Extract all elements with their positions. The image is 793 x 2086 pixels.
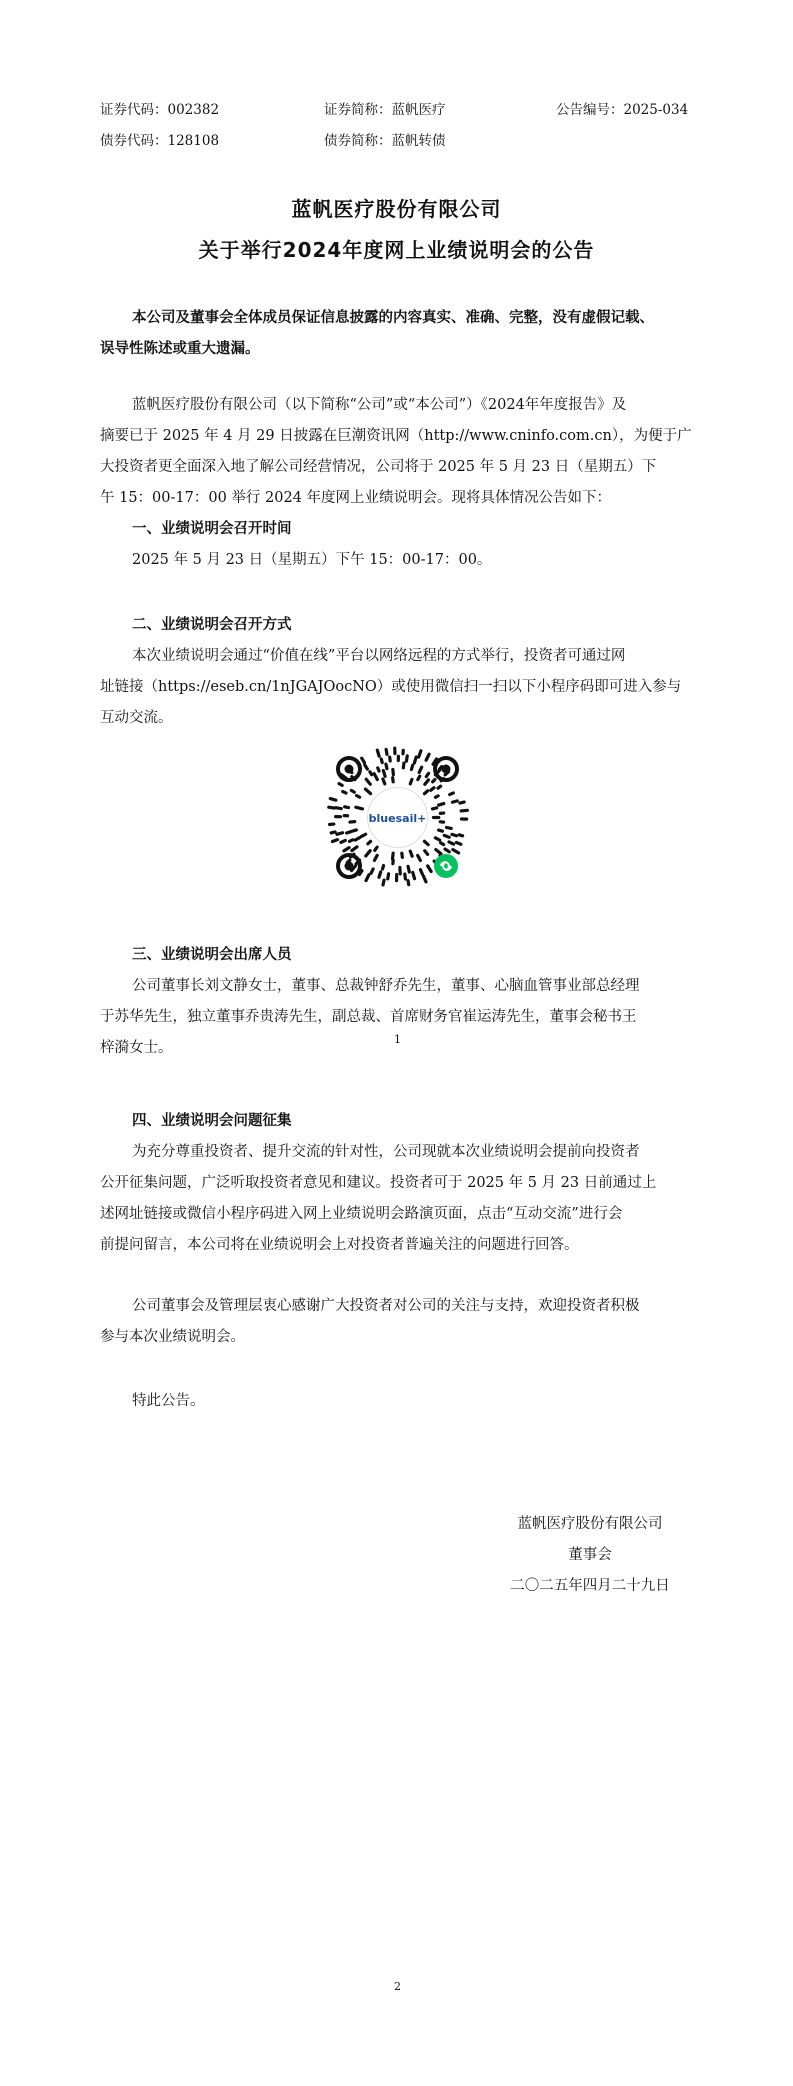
qr-code-graphic	[325, 745, 470, 890]
wechat-mini-program-icon	[434, 854, 458, 878]
section-question-collection	[100, 1106, 698, 1261]
closing-line: 参与本次业绩说明会。	[100, 1329, 245, 1345]
section-heading: 一、业绩说明会召开时间	[132, 521, 292, 537]
announcement-title: 关于举行2024年度网上业绩说明会的公告	[198, 238, 595, 262]
bond-code: 债券代码：128108	[100, 133, 220, 149]
section-heading: 四、业绩说明会问题征集	[132, 1113, 292, 1129]
intro-line: 大投资者更全面深入地了解公司经营情况，公司将于 2025 年 5 月 23 日（星期五）下	[100, 459, 657, 475]
company-title: 蓝帆医疗股份有限公司	[291, 197, 502, 221]
stock-short-name: 证券简称：蓝帆医疗	[324, 102, 446, 118]
section-heading: 三、业绩说明会出席人员	[132, 947, 292, 963]
section-line: 公司董事长刘文静女士，董事、总裁钟舒乔先生，董事、心脑血管事业部总经理	[132, 978, 640, 994]
section-line: 址链接（https://eseb.cn/1nJGAJOocNO）或使用微信扫一扫以下小程序码即可进入参与	[100, 679, 682, 695]
page-number: 2	[394, 1980, 401, 1993]
section-line: 本次业绩说明会通过“价值在线”平台以网络远程的方式举行，投资者可通过网	[132, 648, 626, 664]
announcement-number: 公告编号：2025-034	[556, 102, 689, 118]
special-notice-text: 特此公告。	[132, 1393, 205, 1409]
intro-line: 摘要已于 2025 年 4 月 29 日披露在巨潮资讯网（http://www.cninfo.com.cn），为便于广	[100, 428, 692, 444]
signature-date: 二〇二五年四月二十九日	[510, 1578, 670, 1594]
section-method	[100, 610, 698, 734]
closing-paragraph	[100, 1291, 698, 1353]
section-heading: 二、业绩说明会召开方式	[132, 617, 292, 633]
section-line: 2025 年 5 月 23 日（星期五）下午 15：00-17：00。	[132, 552, 492, 568]
qr-logo-text: bluesail+	[368, 812, 427, 825]
section-line: 为充分尊重投资者、提升交流的针对性，公司现就本次业绩说明会提前向投资者	[132, 1144, 640, 1160]
section-line: 于苏华先生，独立董事乔贵涛先生，副总裁、首席财务官崔运涛先生，董事会秘书王	[100, 1009, 637, 1025]
signature-board: 董事会	[568, 1547, 612, 1563]
signature-company: 蓝帆医疗股份有限公司	[517, 1516, 663, 1532]
statement-line: 本公司及董事会全体成员保证信息披露的内容真实、准确、完整，没有虚假记载、	[132, 310, 654, 326]
intro-line: 蓝帆医疗股份有限公司（以下简称“公司”或“本公司”）《2024年年度报告》及	[132, 397, 627, 413]
section-time	[100, 514, 698, 576]
closing-line: 公司董事会及管理层衷心感谢广大投资者对公司的关注与支持，欢迎投资者积极	[132, 1298, 640, 1314]
board-statement	[100, 303, 698, 365]
intro-line: 午 15：00-17：00 举行 2024 年度网上业绩说明会。现将具体情况公告如下：	[100, 490, 612, 506]
bond-short-name: 债券简称：蓝帆转债	[324, 133, 446, 149]
mini-program-qr-code[interactable]	[325, 745, 470, 890]
section-line: 梓漪女士。	[100, 1040, 173, 1056]
section-line: 前提问留言，本公司将在业绩说明会上对投资者普遍关注的问题进行回答。	[100, 1237, 579, 1253]
special-notice	[100, 1386, 698, 1417]
page-marker: 1	[394, 1033, 401, 1046]
section-line: 互动交流。	[100, 710, 173, 726]
stock-code: 证券代码：002382	[100, 102, 220, 118]
statement-line: 误导性陈述或重大遗漏。	[100, 341, 260, 357]
section-line: 述网址链接或微信小程序码进入网上业绩说明会路演页面，点击“互动交流”进行会	[100, 1206, 623, 1222]
intro-paragraph	[100, 390, 698, 514]
section-line: 公开征集问题，广泛听取投资者意见和建议。投资者可于 2025 年 5 月 23 日前通过上	[100, 1175, 657, 1191]
